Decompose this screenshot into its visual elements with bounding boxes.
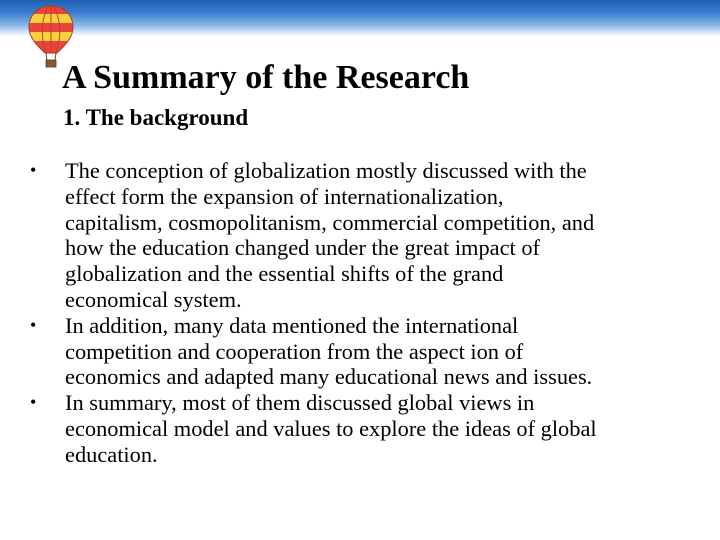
bullet-text-line: how the education changed under the great impact of (65, 235, 540, 261)
bullet-text-line: effect form the expansion of internationalization, (65, 183, 504, 209)
bullet-item (30, 390, 698, 467)
bullet-text-line: economical system. (65, 286, 242, 312)
bullet-text-line: economics and adapted many educational news and issues. (65, 364, 593, 390)
bullet-marker: • (30, 160, 37, 180)
bullet-list (30, 158, 698, 468)
bullet-text-line: education. (65, 441, 158, 467)
bullet-text-line: competition and cooperation from the aspect ion of (65, 338, 524, 364)
bullet-marker: • (30, 392, 37, 413)
bullet-text-line: In addition, many data mentioned the international (65, 312, 519, 338)
bullet-item (30, 313, 698, 390)
slide-title: A Summary of the Research (62, 59, 470, 96)
bullet-text-line: The conception of globalization mostly discussed with the (65, 158, 587, 183)
bullet-item (30, 158, 698, 313)
slide-subtitle: 1. The background (63, 105, 249, 130)
bullet-marker: • (30, 314, 37, 335)
bullet-text-line: capitalism, cosmopolitanism, commercial competition, and (65, 209, 595, 235)
bullet-text-line: In summary, most of them discussed global views in (65, 390, 535, 416)
bullet-text-line: economical model and values to explore the ideas of global (65, 415, 597, 441)
bullet-text-line: globalization and the essential shifts of the grand (65, 261, 504, 287)
header-band (0, 0, 720, 36)
